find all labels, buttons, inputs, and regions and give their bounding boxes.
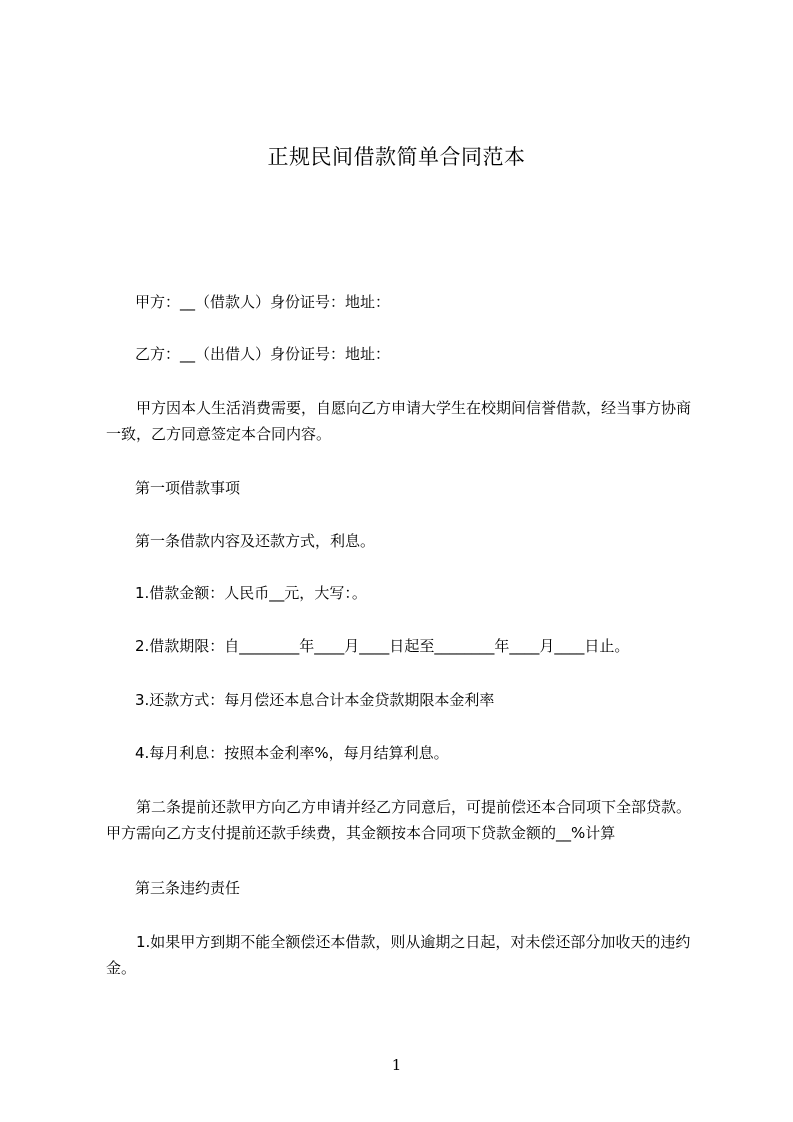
article-1-heading: 第一条借款内容及还款方式，利息。 xyxy=(135,532,376,550)
document-title: 正规民间借款简单合同范本 xyxy=(267,145,526,169)
breach-item-1: 1.如果甲方到期不能全额偿还本借款，则从逾期之日起，对未偿还部分加收天的违约金。 xyxy=(106,933,691,977)
page-number: 1 xyxy=(391,1056,402,1074)
article-3-heading: 第三条违约责任 xyxy=(135,879,241,897)
monthly-interest-item: 4.每月利息：按照本金利率%，每月结算利息。 xyxy=(135,744,449,762)
party-b-line: 乙方：__（出借人）身份证号：地址： xyxy=(135,345,391,363)
article-2-paragraph: 第二条提前还款甲方向乙方申请并经乙方同意后，可提前偿还本合同项下全部贷款。甲方需向乙方支付提前还款手续费，其金额按本合同项下贷款金额的__%计算 xyxy=(106,798,692,842)
section-heading-1: 第一项借款事项 xyxy=(135,479,241,497)
loan-amount-item: 1.借款金额：人民币__元，大写：。 xyxy=(135,584,367,602)
loan-term-item: 2.借款期限：自________年____月____日起至________年____月____日止。 xyxy=(135,637,630,655)
party-a-line: 甲方：__（借款人）身份证号：地址： xyxy=(135,293,391,311)
repayment-method-item: 3.还款方式：每月偿还本息合计本金贷款期限本金利率 xyxy=(135,691,495,709)
preamble-paragraph: 甲方因本人生活消费需要，自愿向乙方申请大学生在校期间信誉借款，经当事方协商一致，乙方同意签定本合同内容。 xyxy=(106,399,692,443)
